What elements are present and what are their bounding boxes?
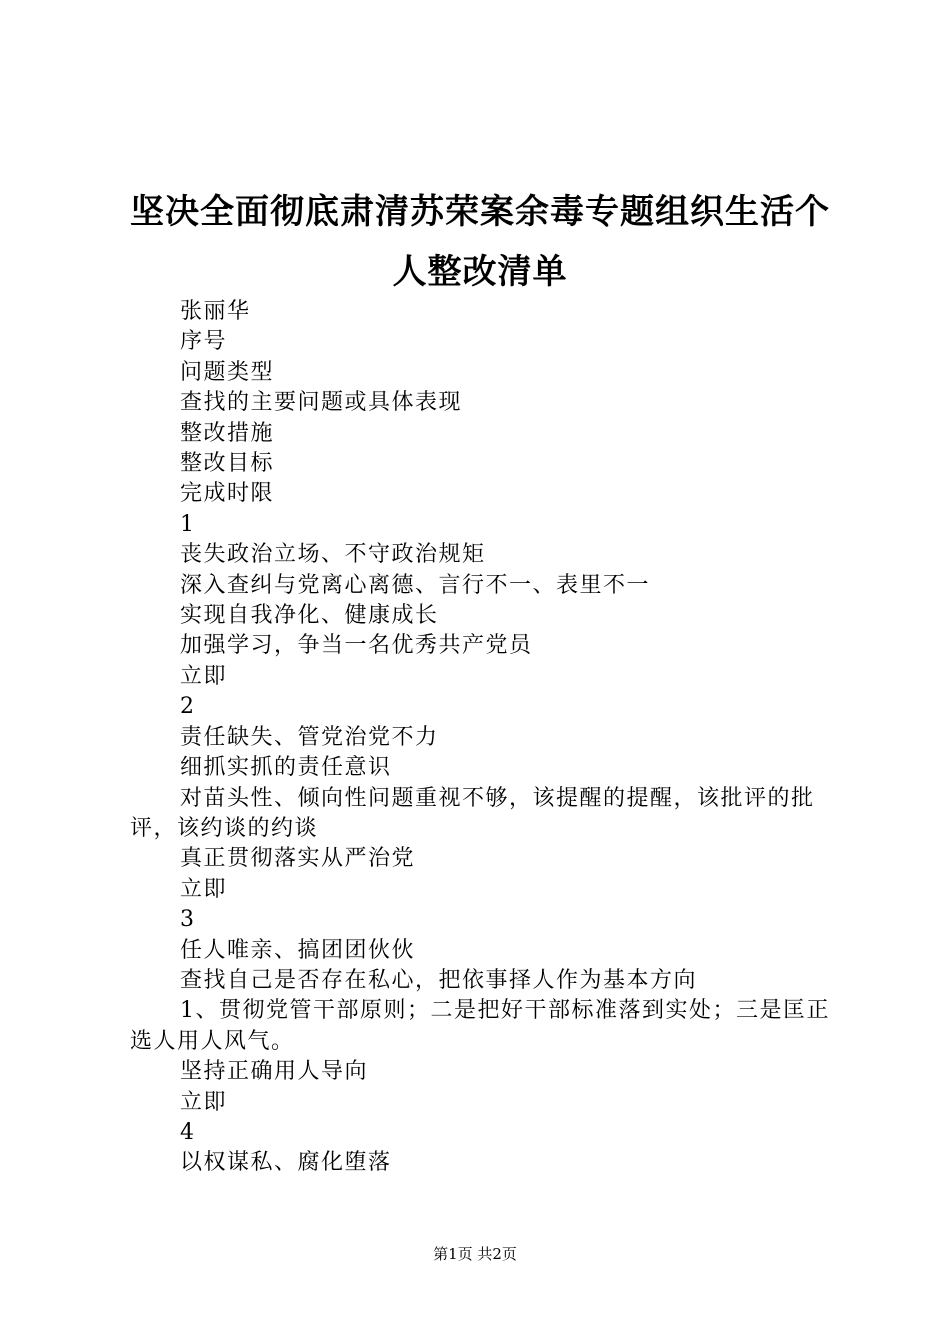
- text-line: 1: [180, 511, 196, 537]
- text-line: 以权谋私、腐化堕落: [180, 1150, 392, 1176]
- page-footer: 第1页 共2页: [433, 1245, 517, 1263]
- text-line: 立即: [180, 876, 228, 902]
- text-line: 对苗头性、倾向性问题重视不够，该提醒的提醒，该批评的批评，该约谈的约谈: [130, 785, 815, 841]
- text-line: 真正贯彻落实从严治党: [180, 846, 416, 872]
- text-line: 整改目标: [180, 451, 275, 477]
- text-line: 整改措施: [180, 420, 275, 446]
- text-line: 张丽华: [180, 299, 251, 324]
- text-line: 4: [180, 1119, 196, 1145]
- text-line: 查找的主要问题或具体表现: [180, 390, 463, 416]
- text-line: 丧失政治立场、不守政治规矩: [180, 542, 486, 568]
- text-line: 2: [180, 694, 196, 720]
- text-line: 加强学习，争当一名优秀共产党员: [180, 633, 533, 659]
- text-line: 任人唯亲、搞团团伙伙: [180, 937, 416, 963]
- text-line: 3: [180, 907, 196, 933]
- text-line: 1、贯彻党管干部原则；二是把好干部标准落到实处；三是匡正选人用人风气。: [130, 998, 830, 1054]
- text-line: 责任缺失、管党治党不力: [180, 724, 439, 750]
- document-title: 坚决全面彻底肃清苏荣案余毒专题组织生活个人整改清单: [130, 192, 830, 292]
- text-line: 立即: [180, 663, 228, 689]
- text-line: 实现自我净化、健康成长: [180, 603, 439, 629]
- text-line: 问题类型: [180, 359, 275, 385]
- document-body: [130, 297, 835, 1179]
- text-line: 坚持正确用人导向: [180, 1059, 369, 1085]
- text-line: 细抓实抓的责任意识: [180, 755, 392, 781]
- text-line: 完成时限: [180, 481, 275, 507]
- text-line: 深入查纠与党离心离德、言行不一、表里不一: [180, 572, 651, 598]
- text-line: 序号: [180, 329, 228, 355]
- text-line: 查找自己是否存在私心，把依事择人作为基本方向: [180, 967, 698, 993]
- text-line: 立即: [180, 1089, 228, 1115]
